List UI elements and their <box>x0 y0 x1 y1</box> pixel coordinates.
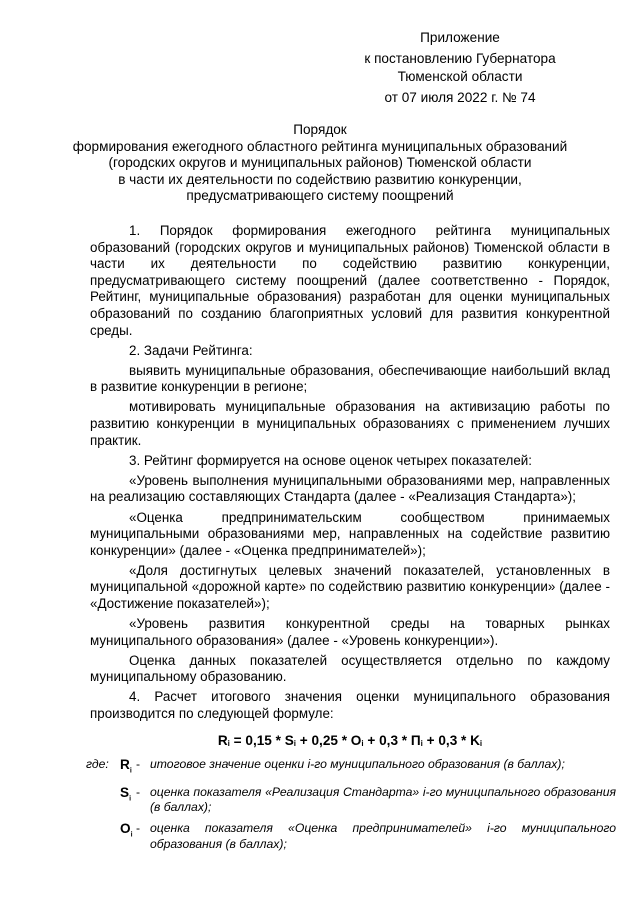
header-region: Тюменской области <box>397 69 523 84</box>
legend-text: оценка показателя «Реализация Стандарта» i-го муниципального образования (в баллах); <box>150 784 616 815</box>
legend-symbol: $O_i$ <box>120 821 133 840</box>
legend-symbol: $S_i$ <box>120 784 132 803</box>
paragraph-2: 2. Задачи Рейтинга: <box>129 342 253 358</box>
header-date-number: от 07 июля 2022 г. № 74 <box>384 90 536 105</box>
legend-dash: - <box>136 757 141 771</box>
formula-k: K <box>470 733 480 748</box>
formula-legend <box>86 757 616 858</box>
legend-text: итоговое значение оценки i-го муниципального образования (в баллах); <box>150 757 565 771</box>
formula-plus-3: + 0,3 * <box>422 733 471 748</box>
legend-row <box>86 785 616 815</box>
formula-sub: i <box>420 739 423 748</box>
paragraph-1: 1. Порядок формирования ежегодного рейтинга муниципальных образований (городских округов и муниципальных районов) Тюменской области в части их деятельности по содействию развитию конкуренции, предусматривающего систему поощрений (далее соответственно - Порядок, Рейтинг, муниципальные образования) разработан для оценки муниципальных образований по созданию благоприятных условий для развития конкурентной среды. <box>90 223 610 338</box>
document-body <box>90 223 610 723</box>
paragraph-3: выявить муниципальные образования, обеспечивающие наибольший вклад в развитие конкуренции в регионе; <box>90 362 610 395</box>
rating-formula <box>90 733 610 752</box>
paragraph-6: «Уровень выполнения муниципальными образованиями мер, направленных на реализацию составляющих Стандарта (далее - «Реализация Стандарта»); <box>90 472 610 505</box>
title-line-3: (городских округов и муниципальных районов) Тюменской области <box>108 155 532 170</box>
header-resolution: к постановлению Губернатора <box>364 51 556 66</box>
formula-sub: i <box>361 739 364 748</box>
paragraph-9: «Уровень развития конкурентной среды на товарных рынках муниципального образования» (далее - «Уровень конкуренции»). <box>90 616 610 648</box>
formula-sub: i <box>479 739 483 748</box>
paragraph-7: «Оценка предпринимательским сообществом принимаемых муниципальными образованиями мер, направленных на содействие развитию конкуренции» (далее - «Оценка предпринимателей»); <box>90 509 610 558</box>
paragraph-5: 3. Рейтинг формируется на основе оценок четырех показателей: <box>129 452 533 468</box>
title-line-1: Порядок <box>293 122 347 137</box>
formula-plus-1: + 0,25 * <box>296 733 351 748</box>
legend-row <box>86 757 616 779</box>
paragraph-11: 4. Расчет итогового значения оценки муниципального образования производится по следующей формуле: <box>90 689 610 722</box>
formula-p: П <box>410 733 421 748</box>
title-line-2: формирования ежегодного областного рейтинга муниципальных образований <box>72 138 568 154</box>
legend-dash: - <box>136 821 141 836</box>
formula-o: O <box>350 733 362 748</box>
legend-text: оценка показателя «Оценка предпринимателей» i-го муниципального образования (в баллах); <box>150 821 616 851</box>
legend-symbol: $R_i$ <box>120 757 132 775</box>
header-appendix: Приложение <box>420 30 500 45</box>
formula-r: R <box>217 733 228 748</box>
legend-where: где: <box>86 757 109 771</box>
document-title <box>60 122 580 205</box>
title-line-4: в части их деятельности по содействию развитию конкуренции, <box>118 171 522 187</box>
formula-s: S <box>284 733 294 748</box>
formula-eq: = 0,15 * <box>229 733 285 748</box>
legend-dash: - <box>136 784 141 799</box>
paragraph-8: «Доля достигнутых целевых значений показателей, установленных в муниципальной «дорожной карте» по содействию развитию конкуренции» (далее - «Достижение показателей»); <box>90 562 610 611</box>
formula-plus-2: + 0,3 * <box>363 733 411 748</box>
legend-row <box>86 821 616 851</box>
title-line-5: предусматривающего систему поощрений <box>186 188 454 203</box>
formula-sub: i <box>227 739 230 748</box>
formula-sub: i <box>293 739 296 748</box>
paragraph-10: Оценка данных показателей осуществляется отдельно по каждому муниципальному образованию. <box>90 652 610 685</box>
paragraph-4: мотивировать муниципальные образования на активизацию работы по развитию конкуренции в муниципальных образованиях с применением лучших практик. <box>90 399 610 448</box>
